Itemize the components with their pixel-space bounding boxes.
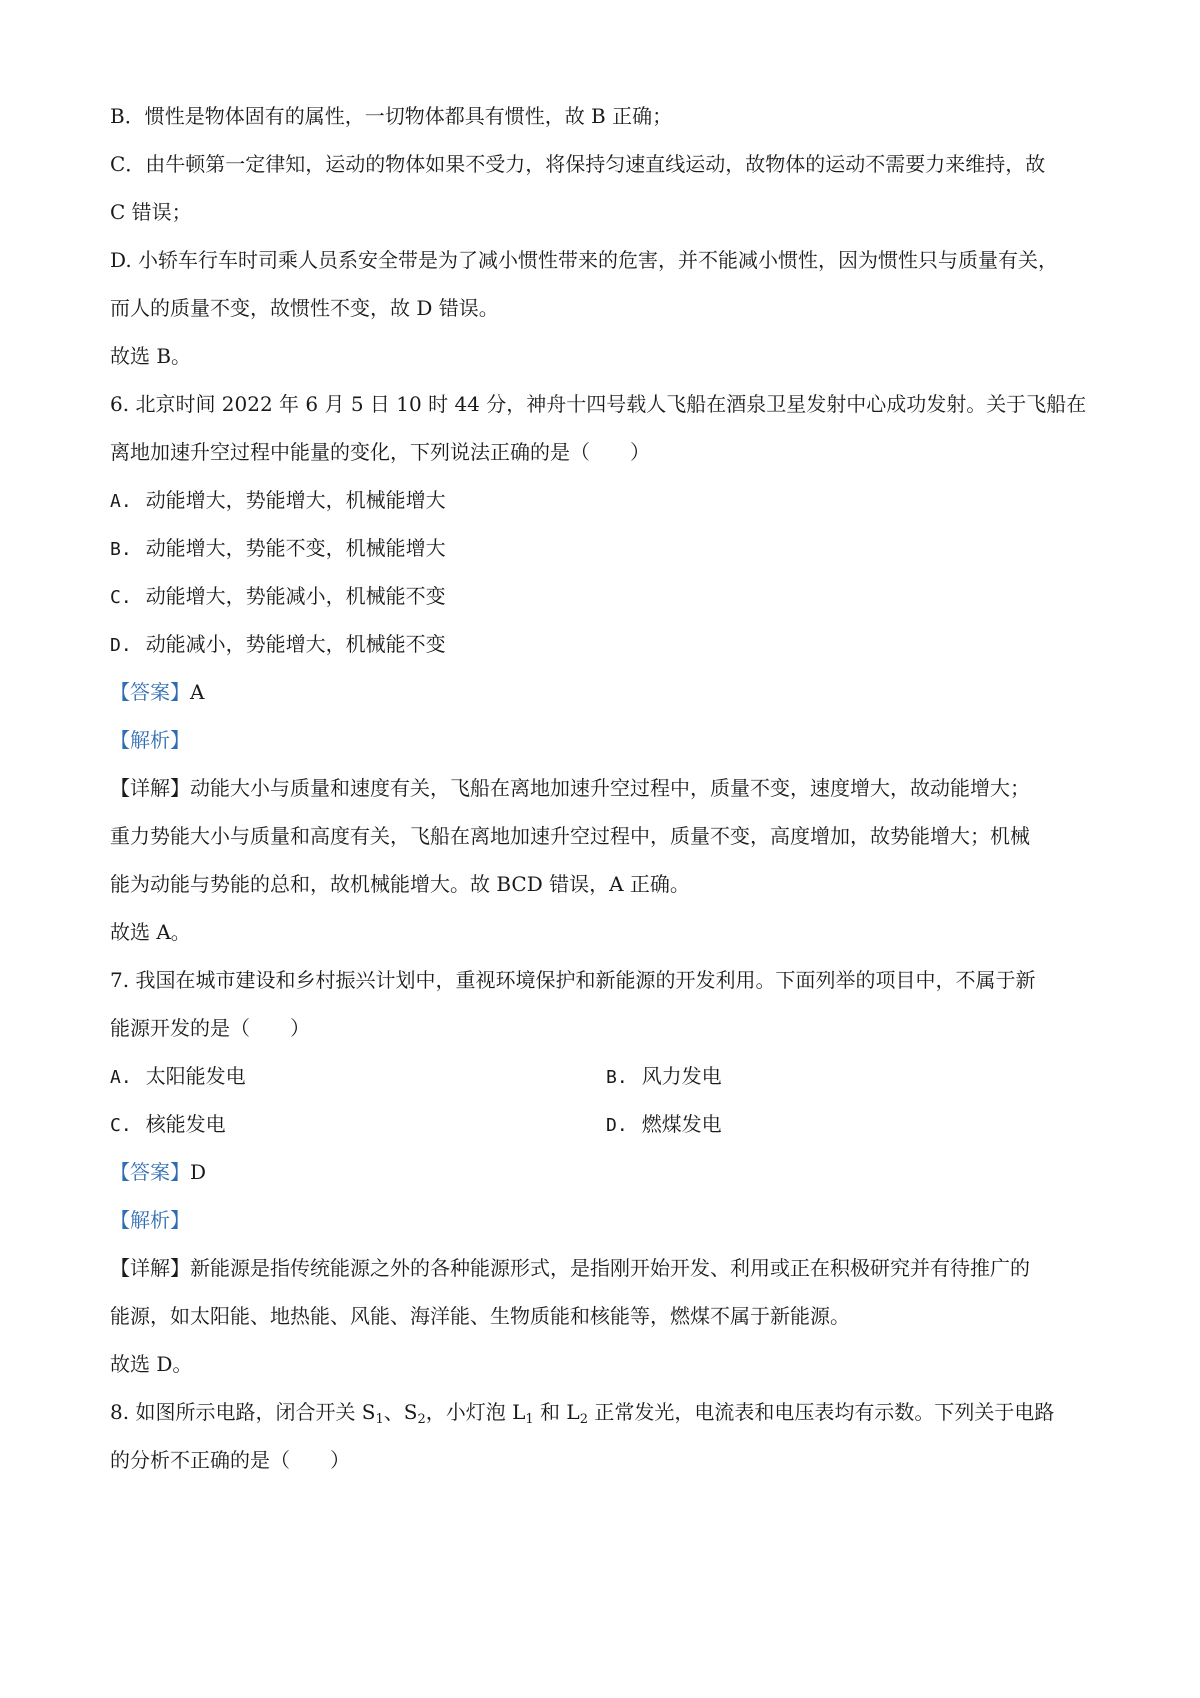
q6-detail-line1 [110, 764, 1108, 812]
q6-stem-line1: 6. 北京时间 2022 年 6 月 5 日 10 时 44 分，神舟十四号载人飞船在酒泉卫星发射中心成功发射。关于飞船在 [110, 392, 1087, 416]
q7-stem-line2: 能源开发的是（ ） [110, 1016, 310, 1040]
option-mark: B. [606, 1067, 628, 1088]
q6-stem-line2: 离地加速升空过程中能量的变化，下列说法正确的是（ ） [110, 440, 650, 464]
answer-value: A [190, 680, 205, 704]
option-text: 动能减小，势能增大，机械能不变 [145, 632, 446, 656]
q7-option-c [110, 1100, 606, 1148]
prev-line-d2: 而人的质量不变，故惯性不变，故 D 错误。 [110, 296, 499, 320]
q8-text: 8. 如图所示电路，闭合开关 S [110, 1400, 376, 1424]
analysis-tag: 【解析】 [110, 1208, 190, 1232]
option-mark: C. [110, 587, 132, 608]
q7-options-row1 [110, 1052, 1108, 1100]
subscript: 2 [579, 1412, 588, 1427]
answer-tag: 【答案】 [110, 1160, 190, 1184]
option-mark: B. [110, 539, 132, 560]
q8-text: 、S [383, 1400, 418, 1424]
q7-answer [110, 1148, 1108, 1196]
q7-detail-line2: 能源，如太阳能、地热能、风能、海洋能、生物质能和核能等，燃煤不属于新能源。 [110, 1304, 850, 1328]
q6-option-a [110, 476, 1108, 524]
q7-conclusion: 故选 D。 [110, 1352, 193, 1376]
q7-stem-line1: 7. 我国在城市建设和乡村振兴计划中，重视环境保护和新能源的开发利用。下面列举的项目中，不属于新 [110, 968, 1036, 992]
option-mark: A. [110, 491, 132, 512]
q7-options-row2 [110, 1100, 1108, 1148]
q6-answer [110, 668, 1108, 716]
q6-conclusion: 故选 A。 [110, 920, 191, 944]
subscript: 1 [525, 1412, 534, 1427]
prev-conclusion: 故选 B。 [110, 344, 192, 368]
detail-text: 动能大小与质量和速度有关，飞船在离地加速升空过程中，质量不变，速度增大，故动能增大； [190, 776, 1030, 800]
answer-value: D [190, 1160, 207, 1184]
q7-option-d [606, 1100, 1102, 1148]
analysis-tag: 【解析】 [110, 728, 190, 752]
q8-stem-line1 [110, 1388, 1108, 1436]
prev-line-d1: D. 小轿车行车时司乘人员系安全带是为了减小惯性带来的危害，并不能减小惯性，因为惯性只与质量有关， [110, 248, 1059, 272]
q7-analysis [110, 1196, 1108, 1244]
option-mark: D. [606, 1115, 628, 1136]
q6-analysis [110, 716, 1108, 764]
q7-option-a [110, 1052, 606, 1100]
q8-text: 正常发光，电流表和电压表均有示数。下列关于电路 [587, 1400, 1055, 1424]
prev-line-c1: C．由牛顿第一定律知，运动的物体如果不受力，将保持匀速直线运动，故物体的运动不需要力来维持，故 [110, 152, 1046, 176]
option-text: 核能发电 [145, 1112, 226, 1136]
q7-option-b [606, 1052, 1102, 1100]
option-mark: A. [110, 1067, 132, 1088]
detail-tag: 【详解】 [110, 776, 190, 800]
prev-line-b: B．惯性是物体固有的属性，一切物体都具有惯性，故 B 正确； [110, 104, 673, 128]
option-text: 动能增大，势能不变，机械能增大 [145, 536, 446, 560]
q6-option-d [110, 620, 1108, 668]
detail-tag: 【详解】 [110, 1256, 190, 1280]
subscript: 2 [417, 1412, 426, 1427]
q8-text: 和 L [533, 1400, 580, 1424]
subscript: 1 [375, 1412, 384, 1427]
q8-text: ，小灯泡 L [425, 1400, 526, 1424]
detail-text: 新能源是指传统能源之外的各种能源形式，是指刚开始开发、利用或正在积极研究并有待推广的 [190, 1256, 1030, 1280]
prev-line-c2: C 错误； [110, 200, 192, 224]
answer-tag: 【答案】 [110, 680, 190, 704]
q6-detail-line2: 重力势能大小与质量和高度有关，飞船在离地加速升空过程中，质量不变，高度增加，故势能增大；机械 [110, 824, 1030, 848]
q6-option-b [110, 524, 1108, 572]
q8-stem-line2: 的分析不正确的是（ ） [110, 1448, 350, 1472]
option-text: 风力发电 [641, 1064, 722, 1088]
option-text: 动能增大，势能减小，机械能不变 [145, 584, 446, 608]
option-mark: D. [110, 635, 132, 656]
option-text: 动能增大，势能增大，机械能增大 [145, 488, 446, 512]
q6-detail-line3: 能为动能与势能的总和，故机械能增大。故 BCD 错误，A 正确。 [110, 872, 690, 896]
q6-option-c [110, 572, 1108, 620]
q7-detail-line1 [110, 1244, 1108, 1292]
option-text: 太阳能发电 [145, 1064, 246, 1088]
option-mark: C. [110, 1115, 132, 1136]
option-text: 燃煤发电 [641, 1112, 722, 1136]
